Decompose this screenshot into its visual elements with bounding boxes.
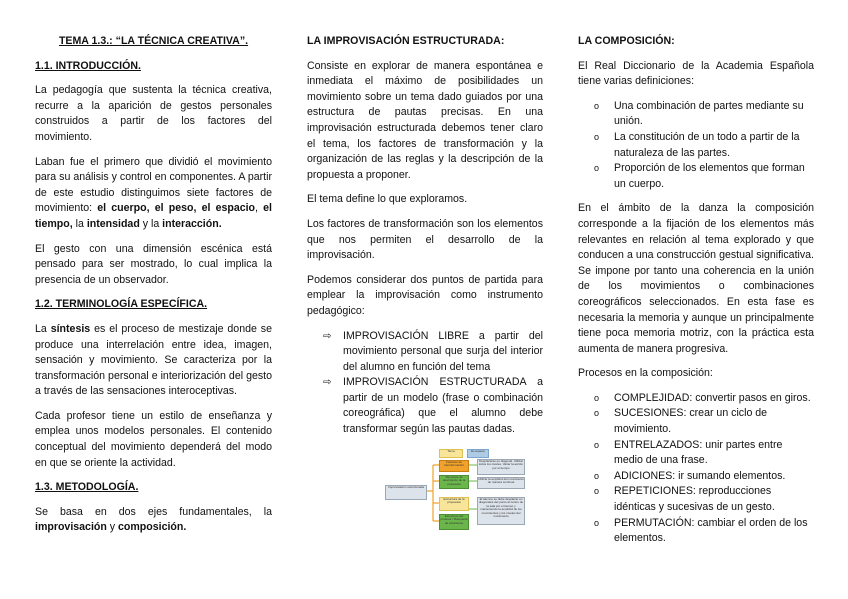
- circle-bullet-icon: o: [594, 486, 600, 497]
- list-item-estructurada: [307, 375, 543, 437]
- list-item-text: COMPLEJIDAD: convertir pasos en giros.: [614, 391, 811, 404]
- list-item-process: [578, 406, 814, 437]
- circle-bullet-icon: o: [594, 517, 600, 528]
- column-introduccion: [35, 34, 272, 545]
- list-item-text: IMPROVISACIÓN ESTRUCTURADA a partir de un modelo (frase o combinación coreográfica) que el alumno debe transformar según las pautas dadas.: [343, 376, 543, 436]
- list-item-definition: [578, 130, 814, 161]
- circle-bullet-icon: o: [594, 100, 600, 111]
- bold-term-cuerpo-peso: el cuerpo, el peso,: [97, 202, 197, 215]
- section-heading-composicion: LA COMPOSICIÓN:: [578, 35, 675, 47]
- bold-term-intensidad: intensidad: [86, 217, 140, 230]
- diagram-note-1: Desplazarse en diagonal. Utilizar todos los niveles. Variar la acción por el tiempo: [477, 459, 525, 475]
- list-item-text: ENTRELAZADOS: unir partes entre medio de una frase.: [614, 438, 783, 467]
- circle-bullet-icon: o: [594, 470, 600, 481]
- paragraph-ambito-danza: En el ámbito de la danza la composición corresponde a la fijación de los elementos más relevantes en relación al tema explorado y que conducen a una construcción gestual significativa. Se impone por tanto una coherencia en la unión de los movimientos o combinaciones coreográficos seleccionados. En esta fase es necesaria la memoria y aunque un principalmente tiene poca memoria motriz, con la práctica esta aumenta de manera progresiva.: [578, 202, 814, 355]
- list-item-text: ADICIONES: ir sumando elementos.: [614, 469, 786, 482]
- diagram-center-box: Improvisación estructurada: [385, 485, 427, 500]
- list-item-text: Proporción de los elementos que forman un cuerpo.: [614, 162, 805, 190]
- definitions-list: [578, 99, 814, 193]
- section-heading-metodologia: 1.3. METODOLOGÍA.: [35, 481, 139, 494]
- list-item-text: La constitución de un todo a partir de la naturaleza de las partes.: [614, 130, 800, 159]
- diagram-note-2: Utilizar la amplitud del movimiento de manera continua: [477, 477, 525, 489]
- paragraph-procesos: Procesos en la composición:: [578, 367, 713, 380]
- diagram-ejemplo-box: El espacio: [467, 449, 489, 458]
- text-span: Se basa en dos ejes fundamentales, la: [35, 505, 272, 518]
- text-span: La: [35, 322, 51, 335]
- document-title: TEMA 1.3.: “LA TÉCNICA CREATIVA”.: [58, 35, 249, 47]
- list-item-process: [578, 469, 814, 485]
- paragraph-diccionario: El Real Diccionario de la Academia Española tiene varias definiciones:: [578, 59, 814, 88]
- bold-term-composicion: composición.: [118, 521, 187, 534]
- list-item-text: REPETICIONES: reproducciones idénticas y sucesivas de un gesto.: [614, 485, 775, 514]
- text-span: ,: [255, 202, 264, 215]
- diagram-container: [307, 447, 543, 537]
- text-span: la: [72, 217, 87, 230]
- arrow-icon: ⇨: [323, 330, 332, 342]
- paragraph-sintesis: [35, 322, 272, 400]
- list-item-definition: [578, 161, 814, 192]
- bold-term-improvisacion: improvisación: [35, 521, 107, 534]
- processes-list: [578, 391, 814, 547]
- diagram-factores-box: Factores de transformación: [439, 460, 469, 472]
- section-heading-introduccion: 1.1. INTRODUCCIÓN.: [35, 59, 141, 72]
- paragraph-profesor: Cada profesor tiene un estilo de enseñanza y emplea unos modelos personales. El contenido conceptual del movimiento dependerá del modo en que se oriente la actividad.: [35, 409, 272, 469]
- text-span: y la: [139, 217, 163, 230]
- diagram-estructura-box: Estructura de la propuesta: [439, 497, 469, 511]
- section-heading-terminologia: 1.2. TERMINOLOGÍA ESPECÍFICA.: [35, 298, 208, 311]
- bold-term-tiempo: el tiempo,: [35, 202, 272, 230]
- paragraph-gesto: El gesto con una dimensión escénica está pensado para ser mostrado, lo cual implica la presencia de un observador.: [35, 242, 272, 286]
- circle-bullet-icon: o: [594, 163, 600, 174]
- improvisation-list: [307, 329, 543, 438]
- circle-bullet-icon: o: [594, 392, 600, 403]
- list-item-libre: [307, 329, 543, 376]
- list-item-text: IMPROVISACIÓN LIBRE a partir del movimiento personal que surja del interior del alumno en función del tema: [343, 329, 543, 373]
- diagram-profesor-box: Estructura del profesor / Búsqueda de soluciones: [439, 514, 469, 530]
- paragraph-tema: El tema define lo que exploramos.: [307, 193, 468, 206]
- paragraph-laban: [35, 155, 272, 233]
- diagram-tema-box: Tema: [439, 449, 463, 458]
- bold-term-espacio: el espacio: [201, 202, 256, 215]
- list-item-process: [578, 516, 814, 547]
- diagram-recursos-box: Recursos de descripción de la propuesta: [439, 475, 469, 489]
- paragraph-consiste: Consiste en explorar de manera espontánea e inmediata el máximo de posibilidades un movimiento sobre un tema dado guiados por una estructura de pautas precisas. En una improvisación estructurada debemos tener claro el tema, los factores de transformación y la organización de las reglas y la descripción de la propuesta a proponer.: [307, 59, 543, 181]
- bold-term-interaccion: interacción.: [162, 217, 222, 230]
- text-span: y: [106, 521, 119, 534]
- paragraph-pedagogia: La pedagogía que sustenta la técnica creativa, recurre a la aparición de gestos personales construidos a partir de los factores del movimiento.: [35, 84, 272, 143]
- paragraph-factores: Los factores de transformación son los elementos que nos permiten el desarrollo de la improvisación.: [307, 217, 543, 262]
- circle-bullet-icon: o: [594, 131, 600, 142]
- improvisation-diagram: [385, 447, 525, 535]
- list-item-process: [578, 391, 814, 407]
- list-item-definition: [578, 99, 814, 130]
- column-composicion: [578, 34, 814, 556]
- bold-term-sintesis: síntesis: [50, 322, 91, 335]
- arrow-icon: ⇨: [323, 377, 332, 389]
- text-span: es el proceso de mestizaje donde se produce una interrelación entre idea, imagen, sensación y movimiento. Se caracteriza por la transformación personal e interiorización del gesto a través de las sensaciones interoceptivas.: [35, 322, 272, 398]
- circle-bullet-icon: o: [594, 408, 600, 419]
- circle-bullet-icon: o: [594, 439, 600, 450]
- paragraph-ejes: [35, 505, 272, 536]
- text-span: Laban fue el primero que dividió el movimiento para su análisis y control en componentes. A partir de este estudio distinguimos siete factores de movimiento:: [35, 155, 272, 215]
- column-improvisacion: [307, 34, 543, 537]
- list-item-process: [578, 484, 814, 515]
- diagram-note-3: El alumno se debe desplazar en diagonales del punto al centro de la sala por el tiempo y manteniendo la amplitud de los movimientos y los niveles del movimiento: [477, 497, 525, 525]
- list-item-process: [578, 438, 814, 469]
- list-item-text: Una combinación de partes mediante su unión.: [614, 99, 804, 128]
- list-item-text: SUCESIONES: crear un ciclo de movimiento.: [614, 407, 768, 436]
- section-heading-improvisacion: LA IMPROVISACIÓN ESTRUCTURADA:: [307, 35, 505, 47]
- paragraph-puntos-partida: Podemos considerar dos puntos de partida para emplear la improvisación como instrumento pedagógico:: [307, 273, 543, 317]
- list-item-text: PERMUTACIÓN: cambiar el orden de los elementos.: [614, 516, 808, 545]
